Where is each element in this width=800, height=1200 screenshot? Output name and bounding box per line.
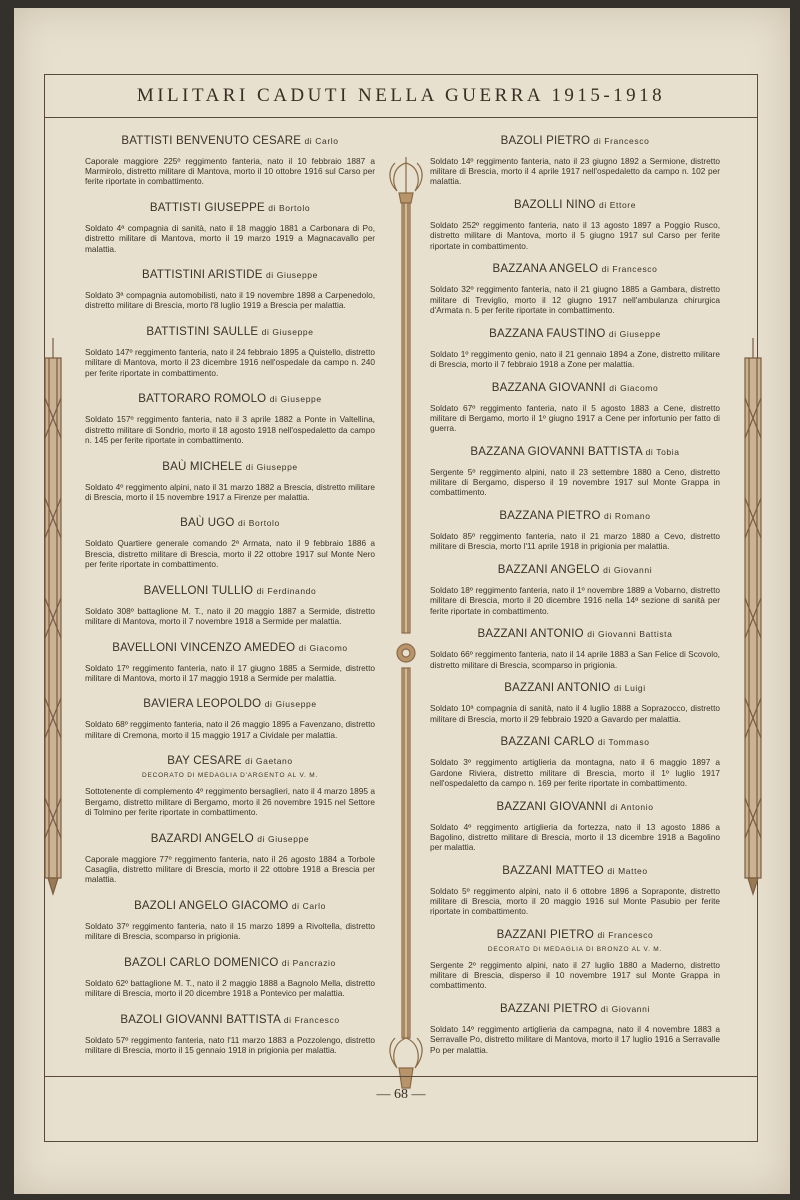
entry <box>430 801 720 853</box>
entry-name <box>85 326 375 338</box>
entry-patronymic: di Giuseppe <box>269 394 322 405</box>
entry-name <box>430 446 720 458</box>
entry <box>85 585 375 626</box>
entry-description: Soldato 3ª compagnia automobilisti, nato il 19 novembre 1898 a Carpenedolo, distretto militare di Brescia, morto l'8 luglio 1919 a Brescia per malattia. <box>85 290 375 311</box>
entry-description: Soldato 4º reggimento artiglieria da fortezza, nato il 13 agosto 1886 a Bagolino, distretto militare di Brescia, morto il 13 dicembre 1918 a Bagolino per malattia. <box>430 821 720 852</box>
page-header <box>45 75 757 118</box>
entry-patronymic: di Matteo <box>607 865 648 876</box>
entry-patronymic: di Giuseppe <box>261 327 314 338</box>
entry-surname-given: BAZZANA FAUSTINO <box>489 327 606 340</box>
entry-patronymic: di Gaetano <box>245 756 293 767</box>
entry-name <box>85 461 375 473</box>
right-fasces-ornament <box>736 338 770 898</box>
entry <box>430 736 720 788</box>
entry-surname-given: BAZOLLI NINO <box>513 199 596 212</box>
entry-patronymic: di Giuseppe <box>264 699 317 710</box>
entry-surname-given: BAZZANA GIOVANNI <box>491 381 606 394</box>
entry-surname-given: BAZZANI PIETRO <box>500 1003 598 1016</box>
entry-name <box>430 510 720 522</box>
page-frame <box>44 74 758 1142</box>
entry-description: Soldato 252º reggimento fanteria, nato il 13 agosto 1897 a Poggio Rusco, distretto militare di Mantova, morto il 5 giugno 1917 sul Carso per ferite riportate in combattimento. <box>430 220 720 251</box>
entry-surname-given: BAZZANI ANGELO <box>497 564 600 577</box>
entry-description: Sottotenente di complemento 4º reggimento bersaglieri, nato il 4 marzo 1895 a Bergamo, distretto militare di Bergamo, morto il 26 novembre 1915 nel Settore di Tolmino per ferite riportate in combattimento. <box>85 786 375 817</box>
entry-patronymic: di Giacomo <box>298 642 348 653</box>
entry-patronymic: di Giovanni <box>603 565 653 576</box>
entry <box>85 900 375 941</box>
entry-surname-given: BAZOLI GIOVANNI BATTISTA <box>120 1013 281 1026</box>
entry-patronymic: di Pancrazio <box>281 957 336 968</box>
entry <box>85 957 375 998</box>
entry-name <box>430 199 720 211</box>
entry-surname-given: BATTISTINI ARISTIDE <box>142 269 263 282</box>
entry-surname-given: BAZOLI ANGELO GIACOMO <box>134 899 289 912</box>
entry <box>430 628 720 669</box>
entry-description: Soldato 85º reggimento fanteria, nato il 21 marzo 1880 a Cevo, distretto militare di Brescia, morto l'11 aprile 1918 in prigionia per malattia. <box>430 531 720 552</box>
entry-name <box>430 682 720 694</box>
entry-surname-given: BAÙ UGO <box>180 517 235 530</box>
entry-description: Soldato 18º reggimento fanteria, nato il 1º novembre 1889 a Vobarno, distretto militare di Brescia, morto il 20 dicembre 1916 nella 14ª sezione di sanità per ferite riportate in combattimento. <box>430 585 720 616</box>
entry <box>85 517 375 569</box>
entry <box>430 446 720 498</box>
entry <box>430 510 720 551</box>
entry-name <box>85 393 375 405</box>
entry-description: Soldato 3º reggimento artiglieria da montagna, nato il 6 maggio 1897 a Gardone Riviera, distretto militare di Brescia, morto il 1º luglio 1917 nell'ospedaletto da campo n. 169 per ferite riportate in combattimento. <box>430 757 720 788</box>
entry-patronymic: di Romano <box>604 511 651 522</box>
entry-name <box>430 564 720 576</box>
entry-patronymic: di Giuseppe <box>245 461 298 472</box>
entry-description: Soldato 4ª compagnia di sanità, nato il 18 maggio 1881 a Carbonara di Po, distretto militare di Mantova, morto il 19 marzo 1919 a Magnacavallo per malattia. <box>85 223 375 254</box>
entry-surname-given: BAZZANA PIETRO <box>499 510 601 523</box>
entry <box>85 269 375 310</box>
entry-name <box>85 833 375 845</box>
entry-surname-given: BAVIERA LEOPOLDO <box>143 698 262 711</box>
entry-surname-given: BATTORARO ROMOLO <box>138 393 267 406</box>
entry-decoration: DECORATO DI MEDAGLIA D'ARGENTO AL V. M. <box>141 772 319 780</box>
entry <box>430 135 720 187</box>
entry-surname-given: BAVELLONI VINCENZO AMEDEO <box>112 641 296 654</box>
entry-name <box>85 698 375 710</box>
entry <box>430 263 720 315</box>
entry-description: Caporale maggiore 77º reggimento fanteria, nato il 26 agosto 1884 a Torbole Casaglia, distretto militare di Brescia, morto il 22 ottobre 1918 a Brescia per malattia. <box>85 853 375 884</box>
entry-description: Soldato 68º reggimento fanteria, nato il 26 maggio 1895 a Favenzano, distretto militare di Cremona, morto il 15 maggio 1917 a Cividale per malattia. <box>85 719 375 740</box>
entry-surname-given: BAZARDI ANGELO <box>150 832 254 845</box>
entry-patronymic: di Tommaso <box>597 737 650 748</box>
entry-surname-given: BATTISTINI SAULLE <box>146 326 259 339</box>
entry-patronymic: di Luigi <box>613 683 646 694</box>
entry <box>430 199 720 251</box>
entry-description: Soldato 147º reggimento fanteria, nato il 24 febbraio 1895 a Quistello, distretto militare di Mantova, morto il 23 dicembre 1916 nell'ospedale da campo n. 240 per ferite riportate in combattimento. <box>85 347 375 378</box>
entry-description: Soldato 157º reggimento fanteria, nato il 3 aprile 1882 a Ponte in Valtellina, distretto militare di Sondrio, morto il 18 agosto 1918 nell'ospedaletto da campo n. 145 per ferite riportate in combattimento. <box>85 414 375 445</box>
entry-patronymic: di Francesco <box>283 1014 340 1025</box>
entry-name <box>85 957 375 969</box>
entry-name <box>85 642 375 654</box>
entry-name <box>85 202 375 214</box>
entry-description: Soldato 14º reggimento artiglieria da campagna, nato il 4 novembre 1883 a Serravalle Po, distretto militare di Mantova, morto il 17 luglio 1916 a Serravalle Po per malattia. <box>430 1024 720 1055</box>
entry <box>85 755 375 817</box>
right-column <box>430 135 720 1055</box>
entry-surname-given: BAZZANI CARLO <box>500 736 595 749</box>
entry-name <box>85 585 375 597</box>
entry-surname-given: BAVELLONI TULLIO <box>143 584 254 597</box>
entry <box>430 1003 720 1055</box>
entry-description: Soldato 5º reggimento alpini, nato il 6 ottobre 1896 a Sopraponte, distretto militare di Brescia, morto il 20 maggio 1916 sul Monte Pasubio per ferite riportate in combattimento. <box>430 885 720 917</box>
entry-patronymic: di Giuseppe <box>257 833 310 844</box>
entry <box>85 1014 375 1055</box>
entry <box>430 564 720 616</box>
document-page <box>14 8 790 1194</box>
left-column <box>85 135 375 1055</box>
entry-name <box>85 269 375 281</box>
entry <box>85 461 375 502</box>
entry-decoration: DECORATO DI MEDAGLIA DI BRONZO AL V. M. <box>487 946 663 954</box>
entry-patronymic: di Giovanni Battista <box>587 629 673 640</box>
entry-description: Soldato 32º reggimento fanteria, nato il 21 giugno 1885 a Gambara, distretto militare di Treviglio, morto il 12 giugno 1917 nell'ambulanza chirurgica d'Armata n. 5 per ferite riportate in combattimento. <box>430 284 720 315</box>
entry <box>85 393 375 445</box>
entry-surname-given: BATTISTI GIUSEPPE <box>149 202 265 215</box>
entry-description: Soldato 67º reggimento fanteria, nato il 5 agosto 1883 a Cene, distretto militare di Bergamo, morto il 1º giugno 1917 a Cene per infortunio per fatto di guerra. <box>430 402 720 434</box>
entry-description: Soldato 62º battaglione M. T., nato il 2 maggio 1888 a Bagnolo Mella, distretto militare di Brescia, morto il 20 dicembre 1918 a Pontevico per malattia. <box>85 977 375 998</box>
entry-surname-given: BATTISTI BENVENUTO CESARE <box>121 135 302 147</box>
entry-patronymic: di Bortolo <box>268 203 311 214</box>
entry-description: Sergente 5º reggimento alpini, nato il 23 settembre 1880 a Ceno, distretto militare di Bergamo, disperso il 19 novembre 1917 sul Monte Grappa in combattimento. <box>430 466 720 498</box>
entry-name <box>85 1014 375 1026</box>
entry-patronymic: di Francesco <box>601 264 658 275</box>
entry-description: Soldato 17º reggimento fanteria, nato il 17 giugno 1885 a Sermide, distretto militare di Mantova, morto il 17 maggio 1918 a Sermide per malattia. <box>85 662 375 683</box>
entry <box>85 642 375 683</box>
page-title: MILITARI CADUTI NELLA GUERRA 1915-1918 <box>136 85 666 106</box>
entry-description: Soldato 308º battaglione M. T., nato il 20 maggio 1887 a Sermide, distretto militare di Mantova, morto il 7 novembre 1918 a Sermide per malattia. <box>85 605 375 626</box>
entry-patronymic: di Francesco <box>593 136 650 146</box>
entry-patronymic: di Ferdinando <box>256 585 317 596</box>
entry <box>430 929 720 991</box>
entry-name <box>430 865 720 877</box>
left-fasces-ornament <box>36 338 70 898</box>
entry <box>85 326 375 378</box>
entry-patronymic: di Antonio <box>610 801 654 812</box>
entry-description: Sergente 2º reggimento alpini, nato il 27 luglio 1880 a Maderno, distretto militare di Brescia, disperso il 10 novembre 1917 sul Monte Grappa in combattimento. <box>430 960 720 991</box>
page-number: — 68 — <box>376 1087 426 1102</box>
entry-name <box>430 929 720 941</box>
entry-surname-given: BAY CESARE <box>167 755 242 768</box>
entry-surname-given: BAZZANI GIOVANNI <box>496 800 607 813</box>
entry-name <box>430 135 720 147</box>
entry-patronymic: di Giuseppe <box>608 328 661 339</box>
entry-name <box>85 900 375 912</box>
entry-name <box>430 382 720 394</box>
entry-patronymic: di Giovanni <box>600 1004 650 1015</box>
entry-description: Soldato 4º reggimento alpini, nato il 31 marzo 1882 a Brescia, distretto militare di Brescia, morto il 15 novembre 1917 a Firenze per malattia. <box>85 481 375 502</box>
entry-description: Soldato 1º reggimento genio, nato il 21 gennaio 1894 a Zone, distretto militare di Brescia, morto il 7 febbraio 1918 a Zone per malattia. <box>430 348 720 369</box>
entry-patronymic: di Tobia <box>645 446 680 457</box>
entry-patronymic: di Carlo <box>291 900 326 911</box>
entry-surname-given: BAZOLI CARLO DOMENICO <box>124 956 279 969</box>
entry-surname-given: BAÙ MICHELE <box>162 460 243 473</box>
page-footer <box>45 1076 757 1141</box>
entry-patronymic: di Giuseppe <box>265 270 318 281</box>
entry <box>85 135 375 187</box>
entry <box>430 382 720 434</box>
entry-description: Soldato 66º reggimento fanteria, nato il 14 aprile 1883 a San Felice di Scovolo, distretto militare di Brescia, scomparso in prigionia. <box>430 649 720 670</box>
entry-surname-given: BAZZANI ANTONIO <box>477 628 584 641</box>
entry-patronymic: di Giacomo <box>609 382 659 393</box>
entry-description: Soldato 37º reggimento fanteria, nato il 15 marzo 1899 a Rivoltella, distretto militare di Brescia, scomparso in prigionia. <box>85 920 375 941</box>
entry-description: Soldato Quartiere generale comando 2ª Armata, nato il 9 febbraio 1886 a Brescia, distretto militare di Brescia, morto il 22 ottobre 1917 sul Monte Nero per ferite riportate in combattimento. <box>85 538 375 569</box>
entry-name <box>430 736 720 748</box>
entry-name <box>430 628 720 640</box>
entry-description: Soldato 10ª compagnia di sanità, nato il 4 luglio 1888 a Soprazocco, distretto militare di Brescia, morto il 29 febbraio 1920 a Gavardo per malattia. <box>430 703 720 724</box>
entry-patronymic: di Francesco <box>597 930 654 941</box>
entry-description: Soldato 14º reggimento fanteria, nato il 23 giugno 1892 a Sermione, distretto militare di Brescia, morto il 4 aprile 1917 nell'ospedaletto da campo n. 102 per malattia. <box>430 156 720 187</box>
entry-patronymic: di Bortolo <box>237 518 280 529</box>
entry-name <box>85 755 375 767</box>
entry-name <box>430 263 720 275</box>
entry <box>430 328 720 369</box>
entry <box>430 682 720 723</box>
entry-name <box>85 517 375 529</box>
entry <box>85 833 375 885</box>
entry-name <box>430 1003 720 1015</box>
entry-description: Caporale maggiore 225º reggimento fanteria, nato il 10 febbraio 1887 a Marmirolo, distretto militare di Mantova, morto il 10 ottobre 1916 sul Carso per ferite riportate in combattimento. <box>85 156 375 187</box>
entry-surname-given: BAZZANA GIOVANNI BATTISTA <box>470 445 643 458</box>
entry-surname-given: BAZZANI ANTONIO <box>504 682 611 695</box>
entry-name <box>430 328 720 340</box>
entry-surname-given: BAZZANI MATTEO <box>502 864 604 877</box>
entry-name <box>85 135 375 147</box>
entry-patronymic: di Ettore <box>599 200 637 211</box>
entry-surname-given: BAZOLI PIETRO <box>500 135 591 147</box>
entry <box>85 698 375 739</box>
entry-description: Soldato 57º reggimento fanteria, nato l'11 marzo 1883 a Pozzolengo, distretto militare di Brescia, morto il 15 gennaio 1918 in prigionia per malattia. <box>85 1034 375 1055</box>
entry-surname-given: BAZZANA ANGELO <box>492 263 599 276</box>
entry <box>85 202 375 254</box>
entry-surname-given: BAZZANI PIETRO <box>496 929 595 942</box>
entry <box>430 865 720 917</box>
fasces-ornament <box>383 153 429 1095</box>
entry-patronymic: di Carlo <box>304 136 339 146</box>
entry-name <box>430 801 720 813</box>
